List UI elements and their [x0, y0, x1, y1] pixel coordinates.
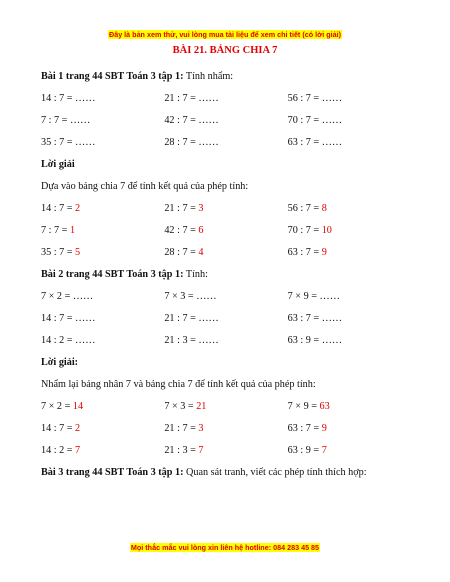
equation-expression: 14 : 7 = …… [41, 93, 96, 104]
equation-expression: 35 : 7 = [41, 247, 76, 258]
equation-row [41, 308, 411, 330]
heading-label: Lời giải: [41, 357, 79, 368]
equation-expression: 14 : 2 = [41, 445, 76, 456]
equation [164, 418, 287, 440]
heading-instruction: Quan sát tranh, viết các phép tính thích hợp: [183, 467, 367, 478]
equation [288, 132, 411, 154]
paragraph: Dựa vào bảng chia 7 để tính kết quả của phép tính: [41, 181, 249, 192]
equation-expression: 14 : 7 = [41, 423, 76, 434]
exercise-heading [41, 352, 411, 374]
equation-answer: 1 [69, 225, 76, 236]
equation [41, 308, 164, 330]
equation-answer: 3 [198, 423, 204, 434]
equation-expression: 21 : 7 = [164, 423, 199, 434]
equation-answer: 14 [72, 401, 84, 412]
equation-expression: 7 × 2 = [41, 401, 73, 412]
equation [164, 440, 287, 462]
equation-answer: 7 [198, 445, 204, 456]
equation [288, 110, 411, 132]
equation [41, 330, 164, 352]
equation-expression: 42 : 7 = [164, 225, 199, 236]
equation-answer: 63 [319, 401, 330, 412]
equation-expression: 63 : 7 = …… [287, 313, 343, 324]
equation-expression: 28 : 7 = …… [164, 137, 219, 148]
equation [164, 330, 287, 352]
equation-expression: 21 : 3 = …… [164, 335, 219, 346]
equation-answer: 21 [196, 401, 207, 412]
equation-row [41, 220, 411, 242]
equation-expression: 63 : 7 = [287, 423, 322, 434]
equation [41, 286, 164, 308]
equation [164, 308, 287, 330]
equation-answer: 7 [321, 445, 327, 456]
equation [288, 308, 411, 330]
equation-row [41, 110, 411, 132]
heading-label: Bài 1 trang 44 SBT Toán 3 tập 1: [41, 71, 184, 82]
exercise-heading [41, 264, 411, 286]
equation-answer: 9 [321, 423, 327, 434]
exercise-heading [41, 66, 411, 88]
equation-answer: 2 [75, 203, 81, 214]
equation-expression: 7 × 9 = [287, 401, 320, 412]
equation-row [41, 242, 411, 264]
equation-expression: 21 : 7 = [164, 203, 199, 214]
equation-expression: 63 : 9 = …… [287, 335, 343, 346]
equation-row [41, 330, 411, 352]
equation [288, 286, 411, 308]
equation [41, 198, 164, 220]
hotline-banner [0, 537, 450, 555]
document-content [41, 66, 411, 484]
equation [288, 198, 411, 220]
equation [164, 286, 287, 308]
equation-expression: 35 : 7 = …… [41, 137, 96, 148]
paragraph: Nhẩm lại bảng nhân 7 và bảng chia 7 để tính kết quả của phép tính: [41, 379, 316, 390]
equation [41, 242, 164, 264]
equation-expression: 63 : 7 = …… [287, 137, 343, 148]
equation [41, 220, 164, 242]
equation-row [41, 418, 411, 440]
heading-label: Lời giải [41, 159, 75, 170]
equation-expression: 70 : 7 = …… [287, 115, 343, 126]
equation [288, 440, 411, 462]
equation [288, 242, 411, 264]
equation [164, 220, 287, 242]
equation-expression: 56 : 7 = …… [287, 93, 343, 104]
equation [164, 396, 287, 418]
equation-expression: 21 : 7 = …… [164, 93, 219, 104]
preview-notice-banner [0, 24, 450, 42]
page-title: BÀI 21. BẢNG CHIA 7 [172, 45, 278, 56]
equation-expression: 42 : 7 = …… [164, 115, 219, 126]
equation-row [41, 198, 411, 220]
equation [164, 198, 287, 220]
equation-row [41, 440, 411, 462]
equation-expression: 28 : 7 = [164, 247, 199, 258]
equation-expression: 21 : 7 = …… [164, 313, 219, 324]
equation-expression: 14 : 7 = …… [41, 313, 96, 324]
equation-expression: 7 × 2 = …… [41, 291, 94, 302]
equation [41, 396, 164, 418]
equation-answer: 4 [198, 247, 204, 258]
equation [288, 418, 411, 440]
equation-answer: 10 [321, 225, 332, 236]
equation [288, 220, 411, 242]
equation-row [41, 132, 411, 154]
equation [288, 88, 411, 110]
heading-label: Bài 2 trang 44 SBT Toán 3 tập 1: [41, 269, 184, 280]
equation [41, 418, 164, 440]
hotline-text: Mọi thắc mắc vui lòng xin liên hệ hotline: 084 283 45 85 [130, 543, 320, 552]
equation [41, 440, 164, 462]
equation-expression: 56 : 7 = [287, 203, 322, 214]
equation-answer: 9 [321, 247, 327, 258]
equation [41, 110, 164, 132]
heading-instruction: Tính: [183, 269, 208, 280]
preview-notice-text: Đây là bản xem thử, vui lòng mua tài liệu để xem chi tiết (có lời giải) [109, 30, 341, 39]
equation [41, 132, 164, 154]
equation [164, 242, 287, 264]
heading-label: Bài 3 trang 44 SBT Toán 3 tập 1: [41, 467, 184, 478]
equation-expression: 14 : 2 = …… [41, 335, 96, 346]
equation-answer: 5 [75, 247, 81, 258]
equation-expression: 7 : 7 = [41, 225, 70, 236]
exercise-heading [41, 462, 411, 484]
equation-expression: 14 : 7 = [41, 203, 76, 214]
equation-expression: 7 × 3 = …… [164, 291, 217, 302]
equation-answer: 8 [321, 203, 327, 214]
equation [288, 396, 411, 418]
equation [288, 330, 411, 352]
equation-answer: 6 [198, 225, 204, 236]
equation-expression: 7 × 9 = …… [287, 291, 340, 302]
equation-answer: 7 [75, 445, 81, 456]
equation [164, 110, 287, 132]
equation [41, 88, 164, 110]
equation-expression: 21 : 3 = [164, 445, 199, 456]
equation [164, 132, 287, 154]
equation [164, 88, 287, 110]
equation-answer: 3 [198, 203, 204, 214]
equation-row [41, 286, 411, 308]
exercise-heading [41, 154, 411, 176]
equation-row [41, 396, 411, 418]
equation-row [41, 88, 411, 110]
equation-expression: 7 : 7 = …… [41, 115, 91, 126]
equation-expression: 63 : 7 = [287, 247, 322, 258]
equation-expression: 7 × 3 = [164, 401, 197, 412]
equation-expression: 70 : 7 = [287, 225, 322, 236]
equation-answer: 2 [75, 423, 81, 434]
heading-instruction: Tính nhẩm: [183, 71, 234, 82]
equation-expression: 63 : 9 = [287, 445, 322, 456]
